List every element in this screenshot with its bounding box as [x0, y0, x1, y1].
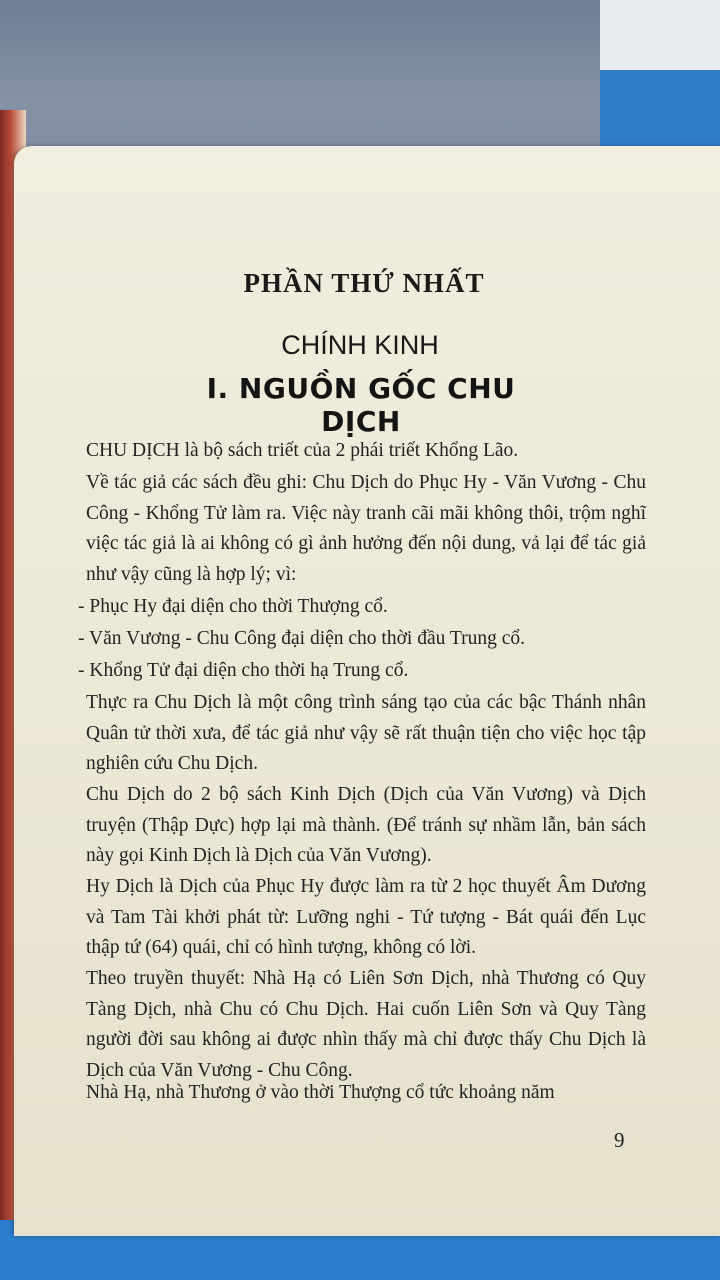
list-item-khong-tu: - Khổng Tử đại diện cho thời hạ Trung cổ.	[78, 660, 409, 681]
paragraph-composition: Chu Dịch do 2 bộ sách Kinh Dịch (Dịch của Văn Vương) và Dịch truyện (Thập Dực) hợp lại mà thành. (Để tránh sự nhầm lẫn, bản sách này gọi Kinh Dịch là Dịch của Văn Vương).	[86, 784, 646, 866]
paragraph-authors: Về tác giả các sách đều ghi: Chu Dịch do Phục Hy - Văn Vương - Chu Công - Khổng Tử làm ra. Việc này tranh cãi mãi không thôi, trộm nghĩ việc tác giả là ai không có gì ảnh hưởng đến nội dung, vả lại để tác giả như vậy cũng là hợp lý; vì:	[86, 472, 646, 585]
list-item-van-vuong: - Văn Vương - Chu Công đại diện cho thời đầu Trung cổ.	[78, 628, 525, 649]
paragraph-intro: CHU DỊCH là bộ sách triết của 2 phái triết Khổng Lão.	[86, 440, 519, 461]
chapter-title: I. NGUỒN GỐC CHU DỊCH	[206, 372, 516, 438]
section-title: CHÍNH KINH	[281, 330, 439, 360]
part-title: PHẦN THỨ NHẤT	[243, 268, 485, 298]
list-item-phuc-hy: - Phục Hy đại diện cho thời Thượng cổ.	[78, 596, 388, 617]
paragraph-hy-dich: Hy Dịch là Dịch của Phục Hy được làm ra từ 2 học thuyết Âm Dương và Tam Tài khởi phát từ: Lưỡng nghi - Tứ tượng - Bát quái đến Lục thập tứ (64) quái, chỉ có hình tượng, không có lời.	[86, 876, 646, 958]
paragraph-creation: Thực ra Chu Dịch là một công trình sáng tạo của các bậc Thánh nhân Quân tử thời xưa, để tác giả như vậy sẽ rất thuận tiện cho việc học tập nghiên cứu Chu Dịch.	[86, 692, 646, 774]
paragraph-legend: Theo truyền thuyết: Nhà Hạ có Liên Sơn Dịch, nhà Thương có Quy Tàng Dịch, nhà Chu có Chu Dịch. Hai cuốn Liên Sơn và Quy Tàng người đời sau không ai được nhìn thấy mà chỉ được thấy Chu Dịch là Dịch của Văn Vương - Chu Công.	[86, 968, 646, 1081]
paragraph-final: Nhà Hạ, nhà Thương ở vào thời Thượng cổ tức khoảng năm	[86, 1082, 555, 1103]
page-number: 9	[614, 1128, 625, 1152]
